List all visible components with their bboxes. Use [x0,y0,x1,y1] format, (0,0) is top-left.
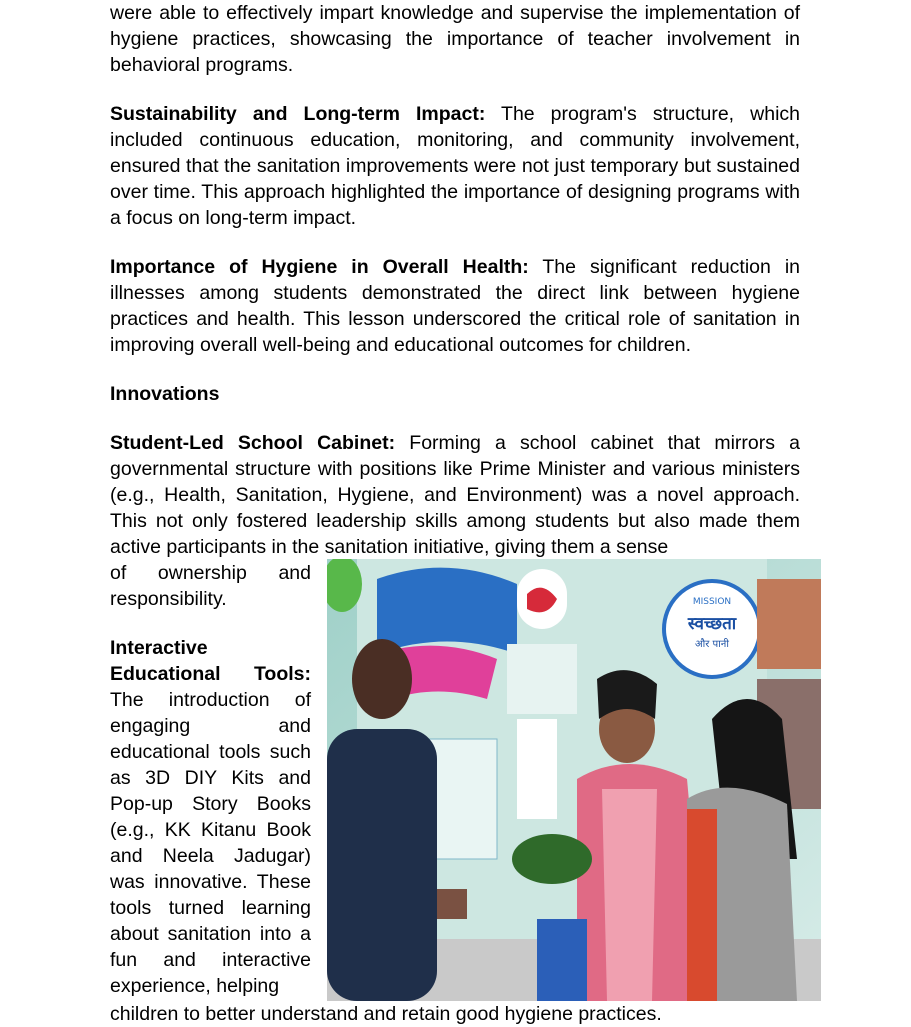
hygiene-health-heading: Importance of Hygiene in Overall Health: [110,256,529,278]
logo-aur-pani-text: और पानी [695,639,729,650]
educational-tools-last-line: children to better understand and retain good hygiene practices. [110,1003,662,1025]
logo-mission-text: MISSION [692,597,732,607]
innovations-heading: Innovations [110,383,220,405]
logo-swachhata-text: स्वच्छता [687,614,737,634]
event-photo [327,559,821,1001]
educational-tools-text: The introduction of engaging and educational tools such as 3D DIY Kits and Pop-up Story Books (e.g., KK Kitanu Book and Neela Jadugar) was innovative. These tools turned learning about sanitation into a fun and interactive experience, helping [110,689,311,997]
paragraph-teacher-involvement: were able to effectively impart knowledge and supervise the implementation of hygiene practices, showcasing the importance of teacher involvement in behavioral programs. [110,2,800,76]
paragraph-school-cabinet [110,430,800,560]
event-photo-illustration [327,559,821,1001]
sustainability-text: The program's structure, which included continuous education, monitoring, and community involvement, ensured that the sanitation improvements were not just temporary but sustained over time. This approach highlighted the importance of designing programs with a focus on long-term impact. [110,103,800,229]
school-cabinet-wrap-text: of ownership and responsibility. [110,562,311,610]
sustainability-heading: Sustainability and Long-term Impact: [110,103,486,125]
paragraph-hygiene-health [110,254,800,358]
school-cabinet-heading: Student-Led School Cabinet: [110,432,396,454]
educational-tools-heading: Interactive Educational Tools: [110,637,311,685]
paragraph-educational-tools [110,635,311,999]
school-cabinet-text: Forming a school cabinet that mirrors a governmental structure with positions like Prime Minister and various ministers (e.g., Health, Sanitation, Hygiene, and Environment) was a novel approach. This not only fostered leadership skills among students but also made them active participants in the sanitation initiative, giving them a sense [110,432,800,558]
hygiene-health-text: The significant reduction in illnesses among students demonstrated the direct link between hygiene practices and health. This lesson underscored the critical role of sanitation in improving overall well-being and educational outcomes for children. [110,256,800,356]
paragraph-sustainability [110,101,800,231]
